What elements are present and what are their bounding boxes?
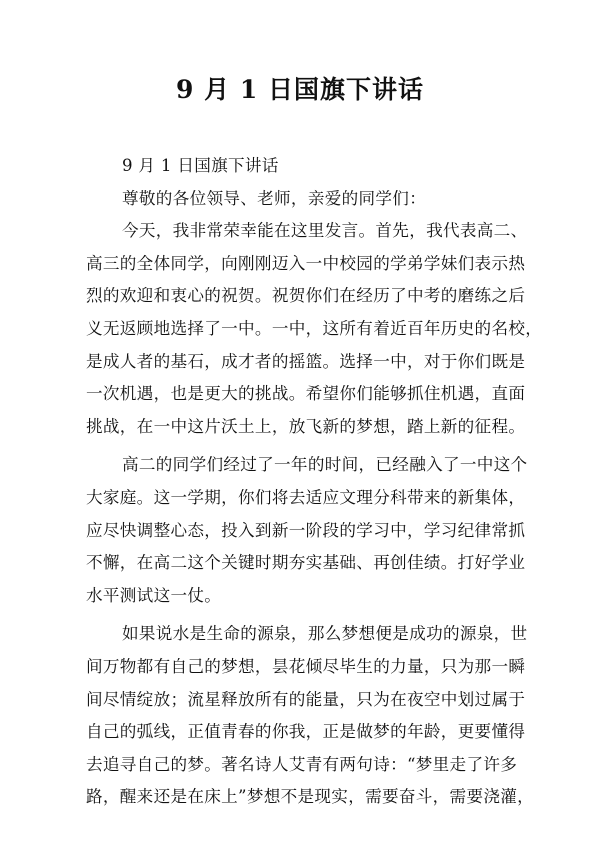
paragraph-line: 今天，我非常荣幸能在这里发言。首先，我代表高二、: [122, 221, 528, 241]
paragraph-line: 挑战，在一中这片沃土上，放飞新的梦想，踏上新的征程。: [86, 416, 526, 436]
paragraph-line: 烈的欢迎和衷心的祝贺。祝贺你们在经历了中考的磨练之后: [86, 286, 526, 306]
paragraph-3: [86, 618, 535, 814]
paragraph-line: 应尽快调整心态，投入到新一阶段的学习中，学习纪律常抓: [86, 520, 526, 540]
paragraph-line: 路，醒来还是在床上”梦想不是现实，需要奋斗，需要浇灌，: [86, 787, 535, 807]
paragraph-line: 不懈，在高二这个关键时期夯实基础、再创佳绩。打好学业: [86, 553, 526, 573]
paragraph-line: 义无返顾地选择了一中。一中，这所有着近百年历史的名校，: [86, 318, 543, 338]
paragraph-2: [86, 449, 530, 612]
paragraph-line: 去追寻自己的梦。著名诗人艾青有两句诗：“梦里走了许多: [86, 754, 518, 774]
greeting: 尊敬的各位领导、老师，亲爱的同学们：: [122, 188, 427, 208]
paragraph-line: 一次机遇，也是更大的挑战。希望你们能够抓住机遇，直面: [86, 384, 526, 404]
document-title: 9 月 1 日国旗下讲话: [176, 75, 424, 104]
paragraph-line: 高二的同学们经过了一年的时间，已经融入了一中这个: [122, 455, 528, 475]
paragraph-line: 间尽情绽放；流星释放所有的能量，只为在夜空中划过属于: [86, 689, 526, 709]
paragraph-line: 水平测试这一仗。: [86, 585, 222, 605]
paragraph-line: 自己的弧线，正值青春的你我，正是做梦的年龄，更要懂得: [86, 722, 526, 742]
paragraph-line: 大家庭。这一学期，你们将去适应文理分科带来的新集体，: [86, 487, 526, 507]
paragraph-line: 是成人者的基石，成才者的摇篮。选择一中，对于你们既是: [86, 351, 526, 371]
paragraph-line: 间万物都有自己的梦想，昙花倾尽毕生的力量，只为那一瞬: [86, 656, 526, 676]
paragraph-line: 高三的全体同学，向刚刚迈入一中校园的学弟学妹们表示热: [86, 253, 526, 273]
document-subtitle: 9 月 1 日国旗下讲话: [122, 156, 279, 175]
document-body: [86, 150, 543, 814]
paragraph-line: 如果说水是生命的源泉，那么梦想便是成功的源泉，世: [122, 624, 528, 644]
paragraph-1: [86, 215, 543, 443]
